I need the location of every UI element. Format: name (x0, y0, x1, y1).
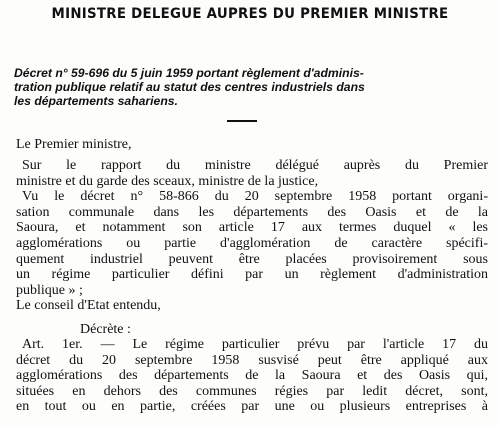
preamble-line: un régime particulier défini par un règlement d'administration (16, 267, 488, 283)
preamble-line: quement industriel peuvent être placées provisoirement sous (16, 251, 488, 267)
preamble-line: ministre et du garde des sceaux, ministre de la justice, (16, 173, 319, 189)
preamble-paragraph (16, 158, 488, 314)
article-line: en tout ou en partie, créées par une ou plusieurs entreprises à (16, 399, 488, 415)
article-label: Art. 1er. (22, 337, 83, 352)
preamble-line: Vu le décret n° 58-866 du 20 septembre 1958 portant organi- (22, 189, 488, 205)
article-line: situées en dehors des communes régies par ledit décret, sont, (16, 383, 488, 399)
preamble-line: publique » ; (16, 282, 83, 298)
author-line (16, 137, 488, 153)
article-line: agglomérations des départements de la Saoura et des Oasis qui, (16, 368, 488, 384)
preamble-line: sation communale dans les départements des Oasis et de la (16, 204, 488, 220)
article-line: — Le régime particulier prévu par l'article 17 du (100, 337, 489, 352)
decretes-line (80, 322, 280, 338)
article-first-line (16, 337, 488, 353)
preamble-line: agglomérations ou partie d'agglomération de caractère spécifi- (16, 235, 488, 251)
preamble-line: Sur le rapport du ministre délégué auprès du Premier (22, 158, 488, 173)
decree-title-line: tration publique relatif au statut des centres industriels dans (14, 80, 365, 94)
article-line: décret du 20 septembre 1958 susvisé peut être appliqué aux (16, 352, 488, 368)
decree-title (14, 66, 492, 108)
separator-rule (227, 120, 257, 122)
preamble-line: Le conseil d'Etat entendu, (16, 298, 161, 314)
decree-title-line: les départements sahariens. (14, 94, 178, 108)
author-text: Le Premier ministre, (16, 137, 132, 152)
ministry-heading: MINISTRE DELEGUE AUPRES DU PREMIER MINISTRE (51, 6, 449, 22)
decree-title-line: Décret n° 59-696 du 5 juin 1959 portant règlement d'adminis- (14, 66, 364, 80)
article-paragraph (16, 337, 488, 415)
decretes-text: Décrète : (80, 322, 131, 337)
preamble-line: Saoura, et notamment son article 17 aux termes duquel « les (16, 220, 488, 236)
